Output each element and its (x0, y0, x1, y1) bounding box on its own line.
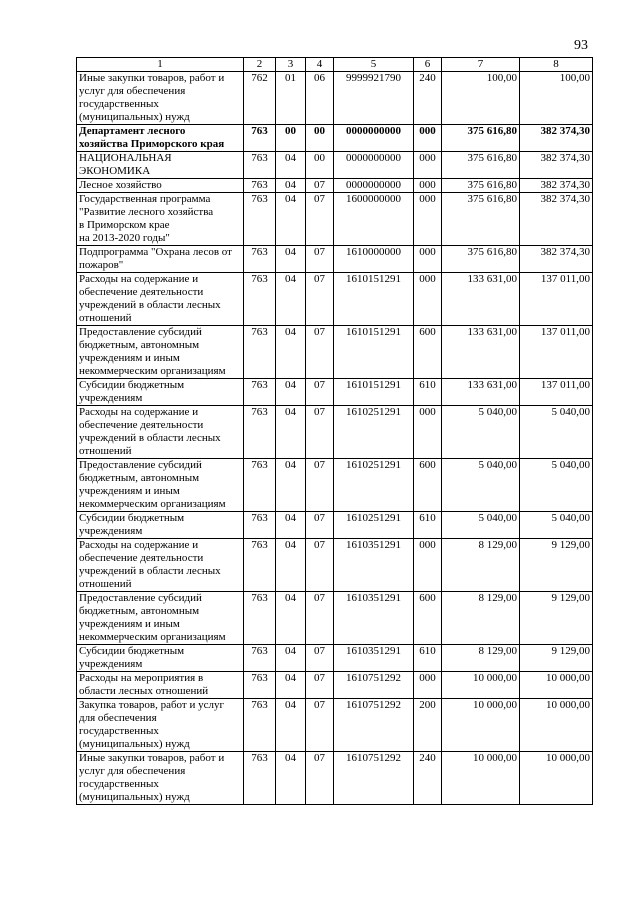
row-name-line: государственных (79, 98, 159, 110)
row-name-cell (77, 672, 244, 699)
header-cell: 2 (244, 58, 276, 72)
target-code-cell: 1610751292 (334, 752, 414, 805)
subsection-code-cell: 07 (306, 699, 334, 752)
header-cell: 8 (520, 58, 593, 72)
subsection-code-cell: 07 (306, 326, 334, 379)
amount-year1-cell: 375 616,80 (442, 246, 520, 273)
row-name-line: отношений (79, 312, 132, 324)
gr-code-cell: 763 (244, 752, 276, 805)
table-row (77, 379, 593, 406)
budget-table (76, 57, 593, 805)
amount-year2-cell: 382 374,30 (520, 179, 593, 193)
row-name-line: услуг для обеспечения (79, 85, 186, 97)
row-name-line: отношений (79, 578, 132, 590)
subsection-code-cell: 07 (306, 379, 334, 406)
row-name-line: Лесное хозяйство (79, 179, 162, 191)
expense-type-cell: 200 (414, 699, 442, 752)
gr-code-cell: 763 (244, 179, 276, 193)
amount-year1-cell: 5 040,00 (442, 459, 520, 512)
amount-year1-cell: 375 616,80 (442, 193, 520, 246)
row-name-line: учреждениям (79, 658, 143, 670)
row-name-line: для обеспечения (79, 712, 157, 724)
expense-type-cell: 240 (414, 72, 442, 125)
amount-year2-cell: 10 000,00 (520, 699, 593, 752)
row-name-cell (77, 152, 244, 179)
gr-code-cell: 763 (244, 125, 276, 152)
row-name-line: Закупка товаров, работ и услуг (79, 699, 224, 711)
section-code-cell: 04 (276, 752, 306, 805)
target-code-cell: 1610751292 (334, 699, 414, 752)
row-name-line: обеспечение деятельности (79, 286, 204, 298)
row-name-line: (муниципальных) нужд (79, 791, 190, 803)
row-name-line: Расходы на мероприятия в (79, 672, 204, 684)
row-name-line: некоммерческим организациям (79, 498, 226, 510)
expense-type-cell: 000 (414, 179, 442, 193)
row-name-line: Расходы на содержание и (79, 406, 199, 418)
row-name-line: государственных (79, 725, 159, 737)
amount-year1-cell: 8 129,00 (442, 592, 520, 645)
subsection-code-cell: 07 (306, 246, 334, 273)
row-name-cell (77, 406, 244, 459)
gr-code-cell: 763 (244, 246, 276, 273)
amount-year1-cell: 8 129,00 (442, 539, 520, 592)
row-name-line: Иные закупки товаров, работ и (79, 72, 225, 84)
target-code-cell: 1610351291 (334, 592, 414, 645)
amount-year2-cell: 5 040,00 (520, 459, 593, 512)
row-name-line: учреждениям и иным (79, 618, 180, 630)
table-row (77, 539, 593, 592)
row-name-cell (77, 699, 244, 752)
row-name-cell (77, 72, 244, 125)
row-name-cell (77, 246, 244, 273)
amount-year2-cell: 137 011,00 (520, 326, 593, 379)
expense-type-cell: 600 (414, 592, 442, 645)
section-code-cell: 04 (276, 459, 306, 512)
amount-year1-cell: 375 616,80 (442, 125, 520, 152)
row-name-line: на 2013-2020 годы" (79, 232, 170, 244)
amount-year1-cell: 133 631,00 (442, 273, 520, 326)
subsection-code-cell: 07 (306, 179, 334, 193)
table-body (77, 72, 593, 805)
header-cell: 5 (334, 58, 414, 72)
row-name-line: бюджетным, автономным (79, 339, 200, 351)
row-name-line: ЭКОНОМИКА (79, 165, 151, 177)
amount-year2-cell: 382 374,30 (520, 125, 593, 152)
section-code-cell: 04 (276, 152, 306, 179)
row-name-line: бюджетным, автономным (79, 605, 200, 617)
gr-code-cell: 763 (244, 459, 276, 512)
amount-year2-cell: 10 000,00 (520, 752, 593, 805)
row-name-line: Расходы на содержание и (79, 273, 199, 285)
gr-code-cell: 763 (244, 672, 276, 699)
target-code-cell: 1610151291 (334, 379, 414, 406)
row-name-line: учреждений в области лесных (79, 565, 221, 577)
row-name-line: учреждений в области лесных (79, 432, 221, 444)
amount-year2-cell: 137 011,00 (520, 273, 593, 326)
target-code-cell: 0000000000 (334, 179, 414, 193)
table-row (77, 699, 593, 752)
subsection-code-cell: 07 (306, 752, 334, 805)
amount-year1-cell: 8 129,00 (442, 645, 520, 672)
row-name-line: Предоставление субсидий (79, 459, 202, 471)
row-name-line: НАЦИОНАЛЬНАЯ (79, 152, 172, 164)
target-code-cell: 9999921790 (334, 72, 414, 125)
section-code-cell: 04 (276, 179, 306, 193)
table-row (77, 645, 593, 672)
subsection-code-cell: 07 (306, 406, 334, 459)
gr-code-cell: 763 (244, 512, 276, 539)
table-row (77, 406, 593, 459)
expense-type-cell: 000 (414, 246, 442, 273)
amount-year2-cell: 382 374,30 (520, 246, 593, 273)
subsection-code-cell: 07 (306, 193, 334, 246)
amount-year1-cell: 5 040,00 (442, 406, 520, 459)
gr-code-cell: 763 (244, 193, 276, 246)
header-cell: 3 (276, 58, 306, 72)
amount-year2-cell: 9 129,00 (520, 539, 593, 592)
gr-code-cell: 763 (244, 592, 276, 645)
row-name-line: в Приморском крае (79, 219, 170, 231)
amount-year2-cell: 137 011,00 (520, 379, 593, 406)
table-row (77, 246, 593, 273)
row-name-cell (77, 179, 244, 193)
amount-year2-cell: 9 129,00 (520, 645, 593, 672)
amount-year1-cell: 5 040,00 (442, 512, 520, 539)
table-row (77, 72, 593, 125)
row-name-line: государственных (79, 778, 159, 790)
target-code-cell: 1610251291 (334, 406, 414, 459)
expense-type-cell: 000 (414, 406, 442, 459)
gr-code-cell: 763 (244, 406, 276, 459)
amount-year2-cell: 10 000,00 (520, 672, 593, 699)
subsection-code-cell: 07 (306, 672, 334, 699)
section-code-cell: 04 (276, 512, 306, 539)
header-cell: 1 (77, 58, 244, 72)
expense-type-cell: 610 (414, 645, 442, 672)
row-name-line: Субсидии бюджетным (79, 512, 185, 524)
row-name-line: (муниципальных) нужд (79, 738, 190, 750)
row-name-cell (77, 125, 244, 152)
row-name-cell (77, 326, 244, 379)
target-code-cell: 0000000000 (334, 152, 414, 179)
target-code-cell: 1610351291 (334, 645, 414, 672)
gr-code-cell: 763 (244, 326, 276, 379)
row-name-cell (77, 379, 244, 406)
subsection-code-cell: 00 (306, 125, 334, 152)
header-row (77, 58, 593, 72)
row-name-line: некоммерческим организациям (79, 631, 226, 643)
amount-year1-cell: 100,00 (442, 72, 520, 125)
row-name-line: Подпрограмма "Охрана лесов от (79, 246, 232, 258)
amount-year2-cell: 5 040,00 (520, 512, 593, 539)
gr-code-cell: 763 (244, 273, 276, 326)
table-row (77, 459, 593, 512)
row-name-line: учреждениям (79, 525, 143, 537)
table-row (77, 152, 593, 179)
row-name-line: некоммерческим организациям (79, 365, 226, 377)
target-code-cell: 1610000000 (334, 246, 414, 273)
section-code-cell: 00 (276, 125, 306, 152)
row-name-line: хозяйства Приморского края (79, 138, 225, 150)
subsection-code-cell: 07 (306, 273, 334, 326)
expense-type-cell: 000 (414, 152, 442, 179)
expense-type-cell: 610 (414, 512, 442, 539)
row-name-line: Департамент лесного (79, 125, 186, 137)
amount-year2-cell: 382 374,30 (520, 193, 593, 246)
expense-type-cell: 000 (414, 125, 442, 152)
section-code-cell: 04 (276, 273, 306, 326)
target-code-cell: 1600000000 (334, 193, 414, 246)
section-code-cell: 04 (276, 406, 306, 459)
table-row (77, 273, 593, 326)
row-name-line: пожаров" (79, 259, 124, 271)
section-code-cell: 04 (276, 326, 306, 379)
section-code-cell: 04 (276, 699, 306, 752)
subsection-code-cell: 06 (306, 72, 334, 125)
gr-code-cell: 763 (244, 699, 276, 752)
row-name-line: услуг для обеспечения (79, 765, 186, 777)
row-name-line: учреждениям и иным (79, 485, 180, 497)
row-name-cell (77, 273, 244, 326)
row-name-line: учреждений в области лесных (79, 299, 221, 311)
row-name-cell (77, 752, 244, 805)
subsection-code-cell: 07 (306, 512, 334, 539)
amount-year2-cell: 5 040,00 (520, 406, 593, 459)
subsection-code-cell: 07 (306, 459, 334, 512)
target-code-cell: 1610251291 (334, 512, 414, 539)
expense-type-cell: 000 (414, 672, 442, 699)
row-name-line: Субсидии бюджетным (79, 379, 185, 391)
amount-year1-cell: 133 631,00 (442, 379, 520, 406)
header-cell: 6 (414, 58, 442, 72)
row-name-cell (77, 459, 244, 512)
amount-year1-cell: 10 000,00 (442, 699, 520, 752)
target-code-cell: 1610251291 (334, 459, 414, 512)
header-cell: 4 (306, 58, 334, 72)
amount-year1-cell: 133 631,00 (442, 326, 520, 379)
row-name-line: бюджетным, автономным (79, 472, 200, 484)
target-code-cell: 1610151291 (334, 326, 414, 379)
expense-type-cell: 600 (414, 326, 442, 379)
table-row (77, 752, 593, 805)
row-name-line: обеспечение деятельности (79, 552, 204, 564)
target-code-cell: 1610351291 (334, 539, 414, 592)
amount-year2-cell: 382 374,30 (520, 152, 593, 179)
row-name-line: Иные закупки товаров, работ и (79, 752, 225, 764)
section-code-cell: 04 (276, 193, 306, 246)
row-name-cell (77, 539, 244, 592)
gr-code-cell: 763 (244, 379, 276, 406)
amount-year2-cell: 100,00 (520, 72, 593, 125)
gr-code-cell: 762 (244, 72, 276, 125)
expense-type-cell: 600 (414, 459, 442, 512)
table-row (77, 125, 593, 152)
table-row (77, 592, 593, 645)
row-name-line: Предоставление субсидий (79, 592, 202, 604)
section-code-cell: 04 (276, 246, 306, 273)
expense-type-cell: 000 (414, 193, 442, 246)
row-name-cell (77, 592, 244, 645)
target-code-cell: 1610751292 (334, 672, 414, 699)
amount-year2-cell: 9 129,00 (520, 592, 593, 645)
subsection-code-cell: 07 (306, 645, 334, 672)
section-code-cell: 01 (276, 72, 306, 125)
row-name-line: Предоставление субсидий (79, 326, 202, 338)
row-name-line: "Развитие лесного хозяйства (79, 206, 214, 218)
row-name-line: учреждениям (79, 392, 143, 404)
subsection-code-cell: 07 (306, 592, 334, 645)
section-code-cell: 04 (276, 592, 306, 645)
row-name-cell (77, 512, 244, 539)
table-row (77, 512, 593, 539)
subsection-code-cell: 00 (306, 152, 334, 179)
row-name-line: Расходы на содержание и (79, 539, 199, 551)
header-cell: 7 (442, 58, 520, 72)
amount-year1-cell: 375 616,80 (442, 152, 520, 179)
target-code-cell: 0000000000 (334, 125, 414, 152)
page-number: 93 (574, 38, 588, 53)
expense-type-cell: 610 (414, 379, 442, 406)
row-name-line: обеспечение деятельности (79, 419, 204, 431)
row-name-line: учреждениям и иным (79, 352, 180, 364)
expense-type-cell: 000 (414, 273, 442, 326)
gr-code-cell: 763 (244, 539, 276, 592)
target-code-cell: 1610151291 (334, 273, 414, 326)
subsection-code-cell: 07 (306, 539, 334, 592)
gr-code-cell: 763 (244, 152, 276, 179)
row-name-line: (муниципальных) нужд (79, 111, 190, 123)
table-row (77, 672, 593, 699)
row-name-line: отношений (79, 445, 132, 457)
row-name-line: Государственная программа (79, 193, 211, 205)
row-name-cell (77, 193, 244, 246)
row-name-cell (77, 645, 244, 672)
expense-type-cell: 240 (414, 752, 442, 805)
amount-year1-cell: 10 000,00 (442, 752, 520, 805)
table-row (77, 326, 593, 379)
section-code-cell: 04 (276, 672, 306, 699)
gr-code-cell: 763 (244, 645, 276, 672)
expense-type-cell: 000 (414, 539, 442, 592)
table-row (77, 193, 593, 246)
row-name-line: Субсидии бюджетным (79, 645, 185, 657)
section-code-cell: 04 (276, 539, 306, 592)
section-code-cell: 04 (276, 645, 306, 672)
section-code-cell: 04 (276, 379, 306, 406)
table-row (77, 179, 593, 193)
amount-year1-cell: 375 616,80 (442, 179, 520, 193)
amount-year1-cell: 10 000,00 (442, 672, 520, 699)
row-name-line: области лесных отношений (79, 685, 209, 697)
